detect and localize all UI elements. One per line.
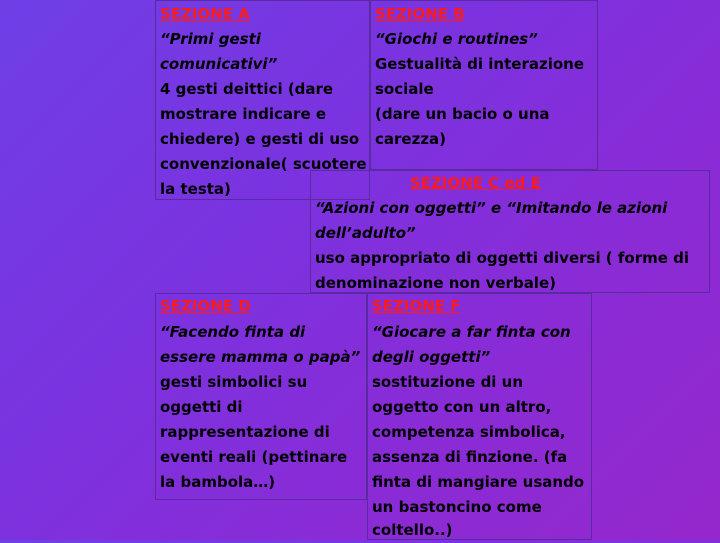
section-a-subtitle-1: “Primi gesti [160,30,261,48]
section-d-line-5: la bambola…) [160,473,276,491]
section-f-title: SEZIONE F [372,297,461,315]
section-d-subtitle-2: essere mamma o papà” [160,348,361,366]
section-ce-line-2: denominazione non verbale) [315,274,556,292]
section-d-subtitle-1: “Facendo finta di [160,323,306,341]
section-ce-subtitle-2: dell’adulto” [315,224,416,242]
section-f-line-2: oggetto con un altro, [372,398,552,416]
section-f-subtitle-1: “Giocare a far finta con [372,323,571,341]
section-ce-subtitle-1: “Azioni con oggetti” e “Imitando le azioni [315,199,668,217]
section-f-line-1: sostituzione di un [372,373,524,391]
section-d-title: SEZIONE D [160,297,251,315]
section-f-line-7: coltello..) [372,521,453,539]
section-f-line-4: assenza di finzione. (fa [372,448,568,466]
section-a-line-5: la testa) [160,180,231,198]
section-a-line-4: convenzionale( scuotere [160,155,367,173]
section-d-line-1: gesti simbolici su [160,373,308,391]
section-f-line-5: finta di mangiare usando [372,473,585,491]
section-d-line-3: rappresentazione di [160,423,330,441]
section-a-subtitle-2: comunicativi” [160,55,278,73]
section-b-line-3: (dare un bacio o una [375,105,550,123]
section-a-line-2: mostrare indicare e [160,105,327,123]
section-d-line-2: oggetti di [160,398,243,416]
section-f-line-3: competenza simbolica, [372,423,566,441]
section-b-line-1: Gestualità di interazione [375,55,584,73]
section-b-subtitle-1: “Giochi e routines” [375,30,538,48]
section-a-line-3: chiedere) e gesti di uso [160,130,360,148]
section-f-subtitle-2: degli oggetti” [372,348,491,366]
section-ce-line-1: uso appropriato di oggetti diversi ( forme di [315,249,690,267]
section-d-line-4: eventi reali (pettinare [160,448,348,466]
section-f-line-6: un bastoncino come [372,498,542,516]
section-b-line-2: sociale [375,80,434,98]
section-a-title: SEZIONE A [160,5,250,23]
section-b-line-4: carezza) [375,130,447,148]
section-ce-title: SEZIONE C ed E [410,174,541,192]
section-b-title: SEZIONE B [375,5,465,23]
section-a-line-1: 4 gesti deittici (dare [160,80,334,98]
